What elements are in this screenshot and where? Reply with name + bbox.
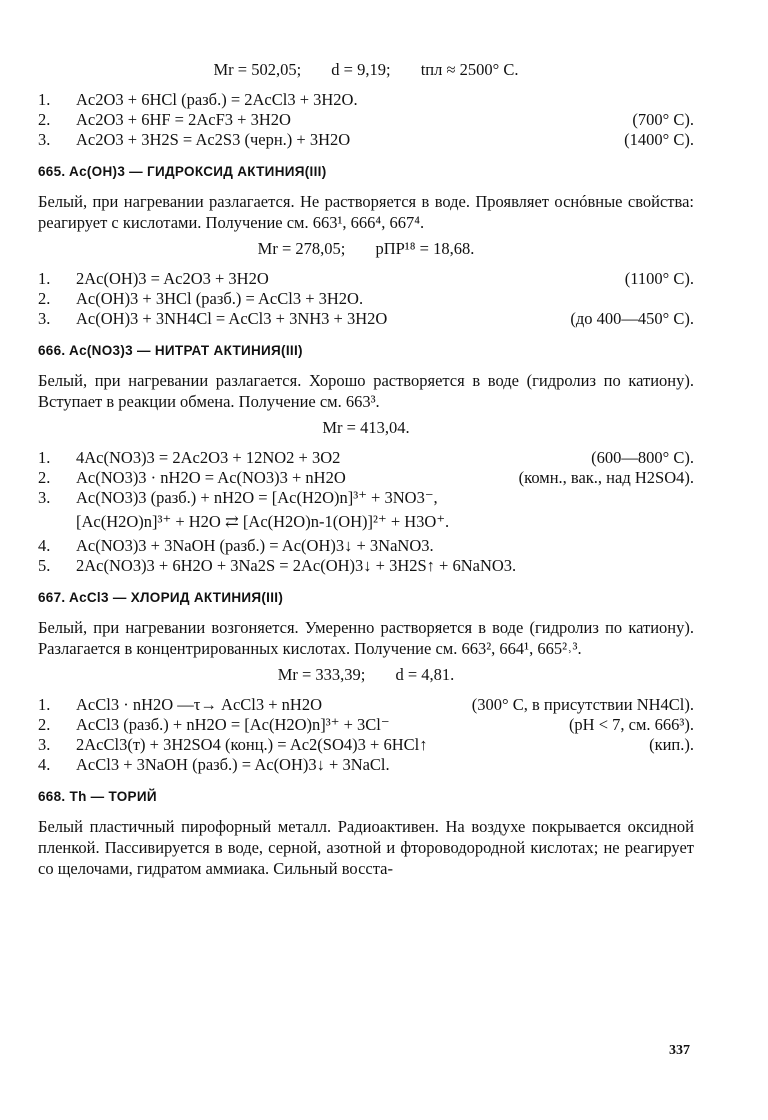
reaction-row <box>38 695 694 715</box>
reaction-equation: AcCl3 · nH2O —τ→ AcCl3 + nH2O <box>76 695 323 714</box>
reaction-row <box>38 110 694 130</box>
reaction-number: 2. <box>38 289 51 308</box>
reaction-row <box>38 536 694 556</box>
reaction-row <box>38 289 694 309</box>
section-text-668: Белый пластичный пирофорный металл. Радиоактивен. На воздухе покрывается оксидной пленкой. Пассивируется в воде, серной, азотной и фтороводородной кислотах; не реагирует со щелочами, гидратом аммиака. Сильный восста- <box>38 817 694 878</box>
reaction-condition: (300° C, в присутствии NH4Cl). <box>471 695 694 714</box>
reaction-row <box>38 715 694 735</box>
density: d = 4,81. <box>395 665 455 684</box>
reaction-condition: (600—800° C). <box>591 448 694 467</box>
reaction-equation: [Ac(H2O)n]³⁺ + H2O ⇄ [Ac(H2O)n-1(OH)]²⁺ + H3O⁺. <box>76 512 450 531</box>
reaction-condition: (700° C). <box>632 110 694 129</box>
section-heading-667: 667. AcCl3 — ХЛОРИД АКТИНИЯ(III) <box>38 590 284 605</box>
properties-line-acoh3 <box>38 239 694 259</box>
reaction-number: 2. <box>38 468 51 487</box>
reaction-number: 5. <box>38 556 51 575</box>
reaction-row <box>38 556 694 576</box>
reaction-row <box>38 309 694 329</box>
solubility-product: pПР¹⁸ = 18,68. <box>375 239 475 258</box>
reaction-condition: (до 400—450° C). <box>570 309 694 328</box>
reaction-row <box>38 755 694 775</box>
reaction-condition: (кип.). <box>649 735 694 754</box>
section-text-667: Белый, при нагревании возгоняется. Умеренно растворяется в воде (гидролиз по катиону). Разлагается в концентрированных кислотах. Получение см. 663², 664¹, 665²˒³. <box>38 618 694 658</box>
section-heading-665: 665. Ac(OH)3 — ГИДРОКСИД АКТИНИЯ(III) <box>38 164 327 179</box>
reaction-condition: (1100° C). <box>624 269 694 288</box>
reaction-equation: Ac2O3 + 3H2S = Ac2S3 (черн.) + 3H2O <box>76 130 351 149</box>
reaction-condition: (pH < 7, см. 666³). <box>568 715 694 734</box>
molar-mass: Mr = 502,05; <box>213 60 302 79</box>
reaction-equation: Ac(OH)3 + 3HCl (разб.) = AcCl3 + 3H2O. <box>76 289 364 308</box>
reaction-equation: 2Ac(NO3)3 + 6H2O + 3Na2S = 2Ac(OH)3↓ + 3H2S↑ + 6NaNO3. <box>76 556 517 575</box>
reaction-number: 2. <box>38 715 51 734</box>
density: d = 9,19; <box>331 60 391 79</box>
section-text-666: Белый, при нагревании разлагается. Хорошо растворяется в воде (гидролиз по катиону). Вступает в реакции обмена. Получение см. 663³. <box>38 371 694 411</box>
melting-point: tпл ≈ 2500° C. <box>420 60 519 79</box>
reaction-row <box>38 735 694 755</box>
reaction-equation: Ac(NO3)3 (разб.) + nH2O = [Ac(H2O)n]³⁺ + 3NO3⁻, <box>76 488 438 507</box>
molar-mass: Mr = 278,05; <box>257 239 346 258</box>
properties-line-accl3 <box>38 665 694 685</box>
section-heading-666: 666. Ac(NO3)3 — НИТРАТ АКТИНИЯ(III) <box>38 343 303 358</box>
reaction-number: 1. <box>38 448 51 467</box>
properties-line-acno33 <box>38 418 694 438</box>
reaction-row <box>38 130 694 150</box>
page-content <box>38 60 694 879</box>
reaction-equation: Ac2O3 + 6HCl (разб.) = 2AcCl3 + 3H2O. <box>76 90 358 109</box>
reaction-number: 4. <box>38 755 51 774</box>
reaction-number: 4. <box>38 536 51 555</box>
reaction-equation: Ac(NO3)3 · nH2O = Ac(NO3)3 + nH2O <box>76 468 346 487</box>
reaction-number: 3. <box>38 735 51 754</box>
reaction-number: 1. <box>38 269 51 288</box>
reaction-row <box>38 512 694 532</box>
page-number: 337 <box>669 1043 690 1058</box>
reaction-equation: Ac(NO3)3 + 3NaOH (разб.) = Ac(OH)3↓ + 3NaNO3. <box>76 536 434 555</box>
molar-mass: Mr = 413,04. <box>322 418 410 437</box>
reaction-row <box>38 488 694 508</box>
reaction-number: 1. <box>38 695 51 714</box>
reaction-equation: AcCl3 + 3NaOH (разб.) = Ac(OH)3↓ + 3NaCl. <box>76 755 390 774</box>
molar-mass: Mr = 333,39; <box>277 665 366 684</box>
reaction-number: 2. <box>38 110 51 129</box>
reaction-row <box>38 269 694 289</box>
reaction-condition: (комн., вак., над H2SO4). <box>518 468 694 487</box>
reaction-equation: Ac2O3 + 6HF = 2AcF3 + 3H2O <box>76 110 291 129</box>
reaction-equation: Ac(OH)3 + 3NH4Cl = AcCl3 + 3NH3 + 3H2O <box>76 309 388 328</box>
properties-line-ac2o3 <box>38 60 694 80</box>
reaction-row <box>38 448 694 468</box>
reaction-equation: 2AcCl3(т) + 3H2SO4 (конц.) = Ac2(SO4)3 + 6HCl↑ <box>76 735 428 754</box>
section-heading-668: 668. Th — ТОРИЙ <box>38 789 157 804</box>
reaction-number: 3. <box>38 309 51 328</box>
reaction-row <box>38 468 694 488</box>
reaction-equation: AcCl3 (разб.) + nH2O = [Ac(H2O)n]³⁺ + 3Cl⁻ <box>76 715 390 734</box>
reaction-condition: (1400° C). <box>624 130 694 149</box>
reaction-equation: 2Ac(OH)3 = Ac2O3 + 3H2O <box>76 269 269 288</box>
reaction-number: 3. <box>38 130 51 149</box>
reaction-row <box>38 90 694 110</box>
section-text-665: Белый, при нагревании разлагается. Не растворяется в воде. Проявляет оснóвные свойства: реагирует с кислотами. Получение см. 663¹, 666⁴, 667⁴. <box>38 192 694 232</box>
reaction-number: 1. <box>38 90 51 109</box>
reaction-number: 3. <box>38 488 51 507</box>
reaction-equation: 4Ac(NO3)3 = 2Ac2O3 + 12NO2 + 3O2 <box>76 448 341 467</box>
